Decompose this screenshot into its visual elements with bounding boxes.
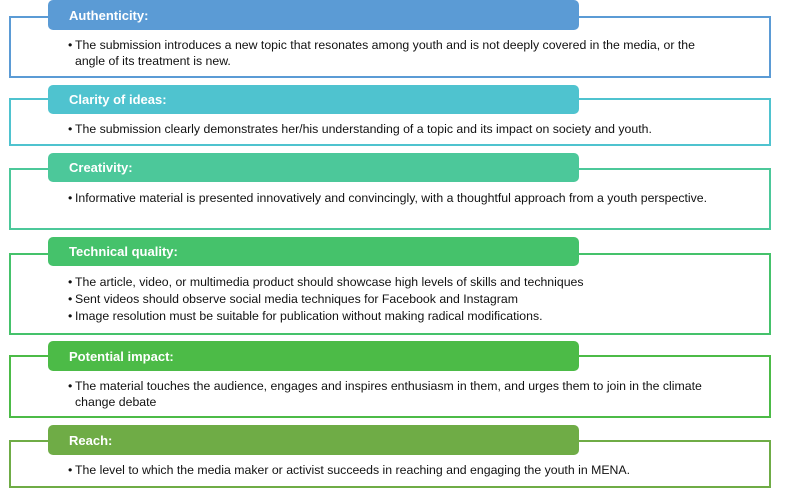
criterion-title: Authenticity: (69, 7, 149, 23)
bullet-item: • The level to which the media maker or activist succeeds in reaching and engaging the youth in MENA. (68, 462, 728, 478)
bullet-item: • The material touches the audience, engages and inspires enthusiasm in them, and urges them to join in the climate change debate (68, 378, 728, 410)
criterion-bullets (68, 274, 728, 325)
criterion-title: Clarity of ideas: (69, 92, 167, 107)
criterion-title: Technical quality: (69, 244, 178, 259)
criterion-title-bar (48, 237, 579, 266)
bullet-item: • Informative material is presented innovatively and convincingly, with a thoughtful approach from a youth perspective. (68, 190, 728, 206)
criterion-bullets (68, 37, 728, 70)
criterion-bullets (68, 378, 728, 411)
criterion-title-bar (48, 0, 579, 30)
criterion-title-bar (48, 153, 579, 182)
criterion-title-bar (48, 341, 579, 371)
bullet-item: • Sent videos should observe social media techniques for Facebook and Instagram (68, 291, 728, 307)
criterion-title: Creativity: (69, 160, 133, 175)
criterion-title-bar (48, 85, 579, 114)
criterion-bullets (68, 190, 728, 207)
bullet-item: • Image resolution must be suitable for publication without making radical modifications. (68, 308, 728, 324)
criterion-title: Potential impact: (69, 348, 174, 364)
bullet-item: • The article, video, or multimedia product should showcase high levels of skills and techniques (68, 274, 728, 290)
bullet-item: • The submission introduces a new topic that resonates among youth and is not deeply covered in the media, or the angle of its treatment is new. (68, 37, 728, 69)
criterion-title: Reach: (69, 432, 113, 448)
bullet-item: • The submission clearly demonstrates her/his understanding of a topic and its impact on society and youth. (68, 121, 728, 137)
criterion-bullets (68, 462, 728, 479)
criterion-bullets (68, 121, 728, 138)
criterion-title-bar (48, 425, 579, 455)
